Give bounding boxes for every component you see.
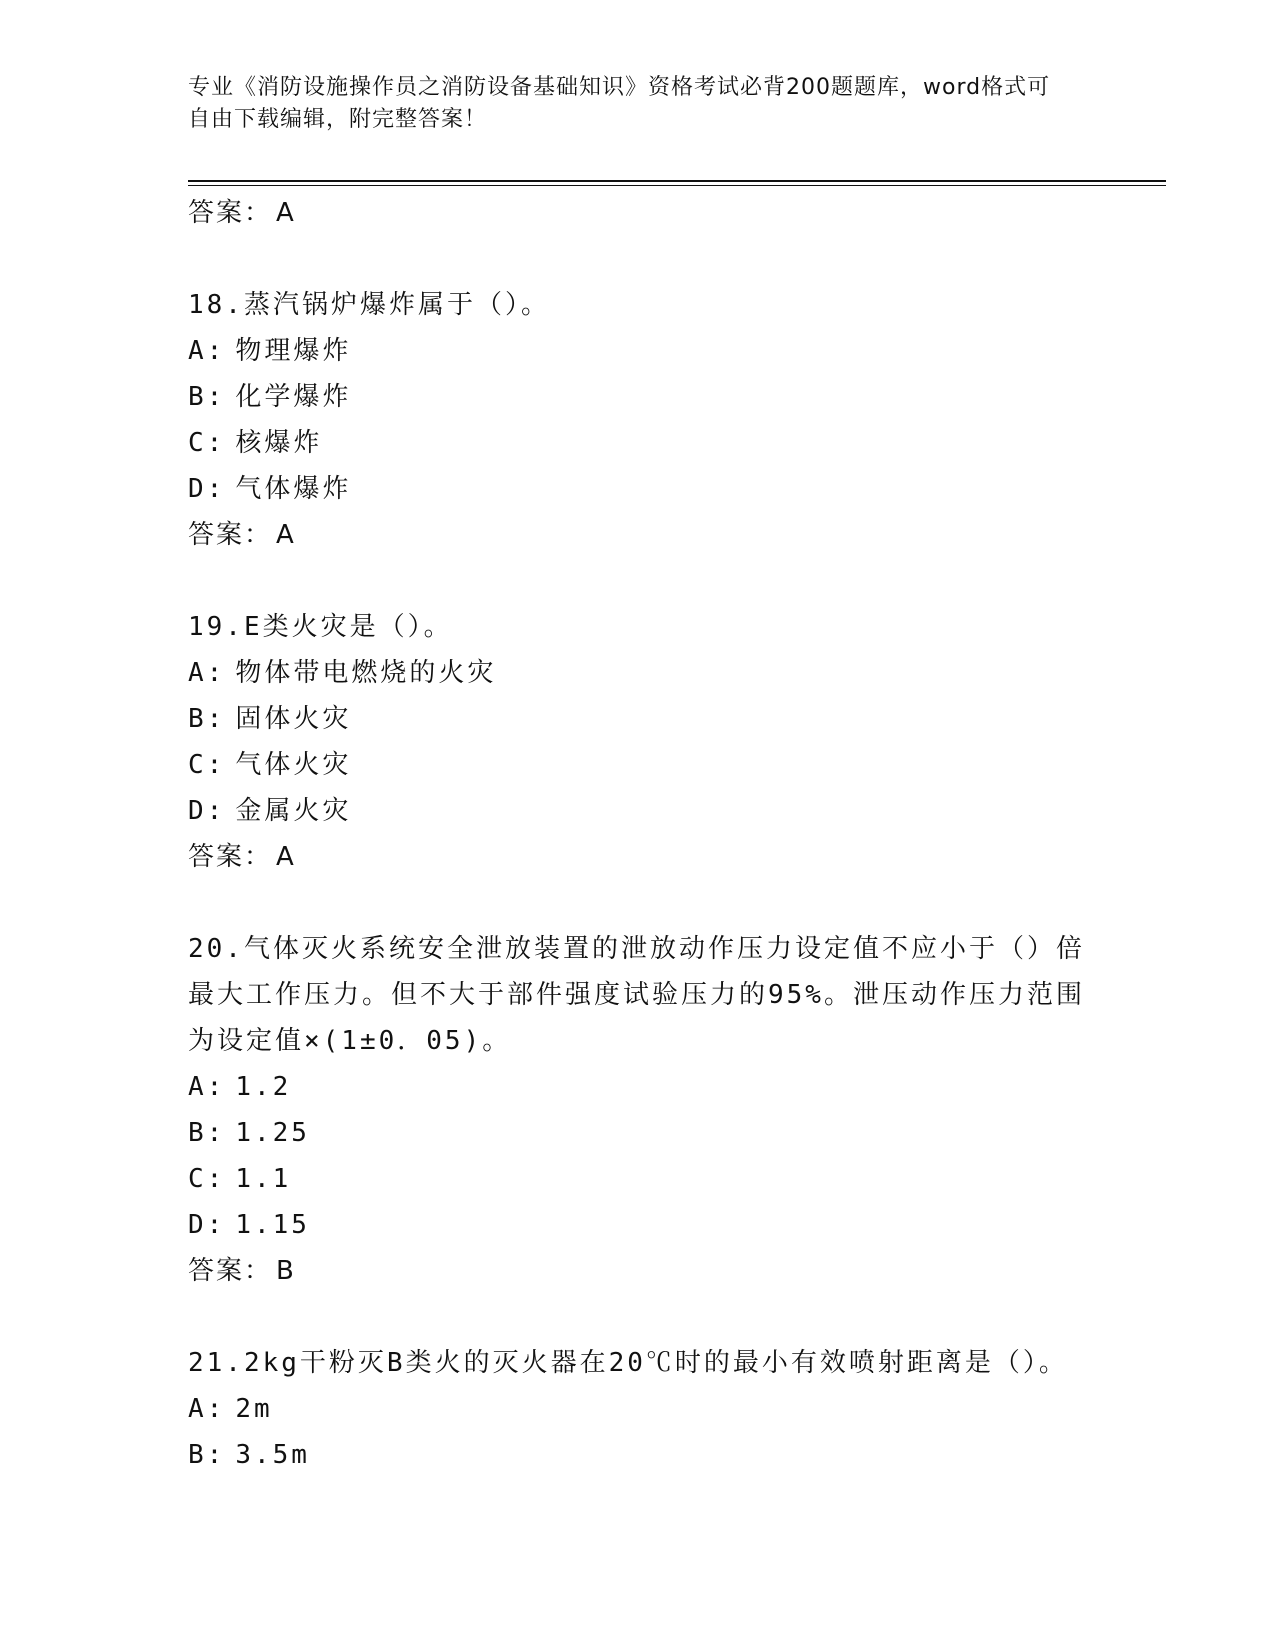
option-a bbox=[188, 650, 1088, 696]
question-text: 蒸汽锅炉爆炸属于（）。 bbox=[243, 290, 550, 320]
spacer bbox=[188, 880, 1088, 926]
header-divider-thin bbox=[188, 185, 1166, 186]
option-text: 物理爆炸 bbox=[235, 336, 352, 366]
answer-value: A bbox=[276, 520, 296, 550]
question-21 bbox=[188, 1340, 1088, 1478]
option-letter: B: bbox=[188, 704, 226, 734]
option-d bbox=[188, 788, 1088, 834]
option-text: 核爆炸 bbox=[235, 428, 323, 458]
answer-value: B bbox=[276, 1256, 296, 1286]
option-letter: A: bbox=[188, 1394, 226, 1424]
spacer bbox=[188, 1294, 1088, 1340]
option-b bbox=[188, 1110, 1088, 1156]
option-text: 2m bbox=[235, 1394, 273, 1424]
option-letter: C: bbox=[188, 1164, 226, 1194]
answer-label: 答案： bbox=[188, 1256, 273, 1286]
question-text: 2kg干粉灭B类火的灭火器在20℃时的最小有效喷射距离是（）。 bbox=[243, 1348, 1068, 1378]
option-c bbox=[188, 420, 1088, 466]
option-text: 1.2 bbox=[235, 1072, 292, 1102]
option-text: 1.1 bbox=[235, 1164, 292, 1194]
option-text: 物体带电燃烧的火灾 bbox=[235, 658, 497, 688]
question-stem bbox=[188, 926, 1088, 1064]
option-letter: A: bbox=[188, 658, 226, 688]
question-text: E类火灾是（）。 bbox=[243, 612, 453, 642]
option-letter: B: bbox=[188, 382, 226, 412]
question-stem bbox=[188, 282, 1088, 328]
question-list bbox=[188, 190, 1088, 1478]
answer-label: 答案： bbox=[188, 842, 273, 872]
question-number: 19. bbox=[188, 612, 244, 642]
option-b bbox=[188, 1432, 1088, 1478]
option-text: 金属火灾 bbox=[235, 796, 352, 826]
question-19 bbox=[188, 604, 1088, 880]
question-number: 20. bbox=[188, 934, 244, 964]
option-text: 气体爆炸 bbox=[235, 474, 352, 504]
option-c bbox=[188, 742, 1088, 788]
option-letter: D: bbox=[188, 1210, 226, 1240]
header-divider-thick bbox=[188, 180, 1166, 182]
option-text: 1.15 bbox=[235, 1210, 310, 1240]
question-stem bbox=[188, 604, 1088, 650]
answer-line bbox=[188, 512, 1088, 558]
option-letter: B: bbox=[188, 1118, 226, 1148]
answer-value: A bbox=[276, 198, 296, 228]
option-letter: A: bbox=[188, 1072, 226, 1102]
option-d bbox=[188, 466, 1088, 512]
option-letter: D: bbox=[188, 474, 226, 504]
option-b bbox=[188, 374, 1088, 420]
answer-value: A bbox=[276, 842, 296, 872]
question-18 bbox=[188, 282, 1088, 558]
option-letter: B: bbox=[188, 1440, 226, 1470]
option-b bbox=[188, 696, 1088, 742]
spacer bbox=[188, 558, 1088, 604]
option-letter: A: bbox=[188, 336, 226, 366]
option-a bbox=[188, 328, 1088, 374]
option-letter: D: bbox=[188, 796, 226, 826]
option-text: 固体火灾 bbox=[235, 704, 352, 734]
option-d bbox=[188, 1202, 1088, 1248]
question-stem bbox=[188, 1340, 1088, 1386]
option-a bbox=[188, 1064, 1088, 1110]
answer-line bbox=[188, 1248, 1088, 1294]
option-a bbox=[188, 1386, 1088, 1432]
document-header: 专业《消防设施操作员之消防设备基础知识》资格考试必背200题题库，word格式可自由下载编辑，附完整答案！ bbox=[188, 75, 1051, 132]
question-text: 气体灭火系统安全泄放装置的泄放动作压力设定值不应小于（）倍最大工作压力。但不大于部件强度试验压力的95%。泄压动作压力范围为设定值×(1±0．05)。 bbox=[188, 934, 1085, 1056]
answer-label: 答案： bbox=[188, 198, 273, 228]
answer-label: 答案： bbox=[188, 520, 273, 550]
question-number: 18. bbox=[188, 290, 244, 320]
option-letter: C: bbox=[188, 428, 226, 458]
option-text: 气体火灾 bbox=[235, 750, 352, 780]
option-letter: C: bbox=[188, 750, 226, 780]
answer-line bbox=[188, 834, 1088, 880]
question-20 bbox=[188, 926, 1088, 1294]
question-number: 21. bbox=[188, 1348, 244, 1378]
answer-line bbox=[188, 190, 1088, 236]
option-text: 化学爆炸 bbox=[235, 382, 352, 412]
option-text: 1.25 bbox=[235, 1118, 310, 1148]
spacer bbox=[188, 236, 1088, 282]
option-c bbox=[188, 1156, 1088, 1202]
option-text: 3.5m bbox=[235, 1440, 310, 1470]
